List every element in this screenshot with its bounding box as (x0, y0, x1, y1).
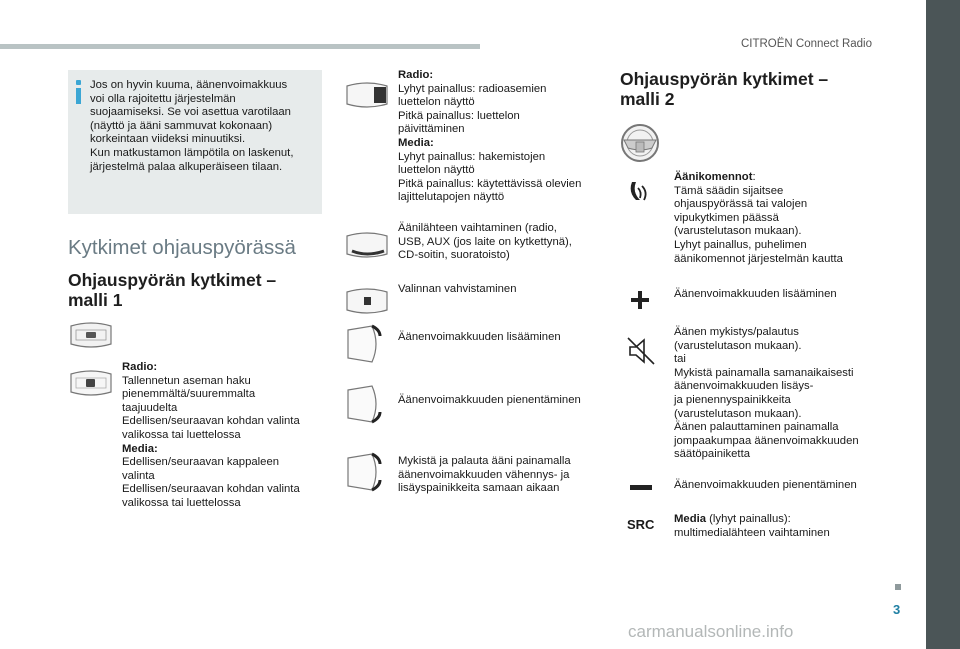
model2-mute-desc: Äänen mykistys/palautus (varustelutason mukaan). tai Mykistä painamalla samanaikaisesti äänenvoimakkuuden lisäys- ja pienennyspainikkeita (varustelutason mukaan). Äänen palauttaminen painamalla jompaakumpaa äänenvoimakkuuden säätöpainiketta (674, 326, 859, 461)
src-icon: SRC (627, 517, 655, 532)
voice-command-desc: Äänikomennot: Tämä säädin sijaitsee ohjauspyörässä tai valojen vipukytkimen päässä (varustelutason mukaan). Lyhyt painallus, puhelimen äänikomennot järjestelmän kautta (674, 171, 843, 265)
voice-command-icon (626, 178, 652, 204)
list-button-desc: Radio: Lyhyt painallus: radioasemien luettelon näyttö Pitkä painallus: luettelon päivittäminen Media: Lyhyt painallus: hakemistojen luettelon näyttö Pitkä painallus: käytettävissä olevien lajittelutapojen näyttö (398, 69, 582, 204)
model1-radio-desc: Radio: Tallennetun aseman haku pienemmältä/suuremmalta taajuudelta Edellisen/seuraavan kohdan valinta valikossa tai luettelossa Media: Edellisen/seuraavan kappaleen valinta Edellisen/seuraavan kohdan valinta valikossa tai luettelossa (122, 361, 300, 509)
volume-down-desc: Äänenvoimakkuuden pienentäminen (398, 394, 581, 406)
section-title: Kytkimet ohjauspyörässä (68, 236, 296, 259)
model2-volume-down-desc: Äänenvoimakkuuden pienentäminen (674, 479, 857, 491)
model2-src-desc: Media (lyhyt painallus): multimedialähteen vaihtaminen (674, 513, 830, 539)
watermark: carmanualsonline.info (628, 622, 794, 641)
brand-label: CITROËN Connect Radio (740, 38, 872, 50)
model2-title: Ohjauspyörän kytkimet – malli 2 (620, 69, 829, 109)
continuation-marker (895, 584, 901, 590)
info-icon (76, 80, 82, 104)
source-button-desc: Äänilähteen vaihtaminen (radio, USB, AUX (jos laite on kytkettynä), CD-soitin, suoratoisto) (398, 222, 572, 262)
steering-control-radio-icon (68, 370, 114, 396)
volume-down-rocker-icon (344, 382, 384, 426)
steering-switch-icon (68, 322, 114, 348)
volume-up-rocker-icon (344, 322, 384, 366)
model1-title: Ohjauspyörän kytkimet – malli 1 (68, 270, 277, 310)
confirm-button-desc: Valinnan vahvistaminen (398, 283, 517, 295)
page-number: 3 (893, 602, 901, 617)
minus-icon (630, 485, 652, 491)
header-rule (0, 44, 480, 49)
model2-volume-up-desc: Äänenvoimakkuuden lisääminen (674, 288, 837, 300)
steering-wheel-icon (618, 122, 662, 164)
steering-control-confirm-icon (344, 288, 390, 314)
mute-speaker-icon (626, 336, 656, 366)
mute-desc: Mykistä ja palauta ääni painamalla äänenvoimakkuuden vähennys- ja lisäyspainikkeita samaan aikaan (398, 455, 571, 495)
plus-icon (630, 290, 650, 310)
page-edge-bar (926, 0, 960, 649)
info-box (68, 70, 322, 214)
volume-up-desc: Äänenvoimakkuuden lisääminen (398, 331, 561, 343)
info-text: Jos on hyvin kuuma, äänenvoimakkuus voi olla rajoitettu järjestelmän suojaamiseksi. Se voi asettua varotilaan (näyttö ja ääni sammuvat kokonaan) korkeintaan viideksi minuutiksi. Kun matkustamon lämpötila on laskenut, järjestelmä palaa alkuperäiseen tilaan. (90, 79, 294, 173)
steering-control-list-icon (344, 82, 390, 108)
mute-rocker-icon (344, 450, 384, 494)
steering-control-source-icon (344, 232, 390, 258)
